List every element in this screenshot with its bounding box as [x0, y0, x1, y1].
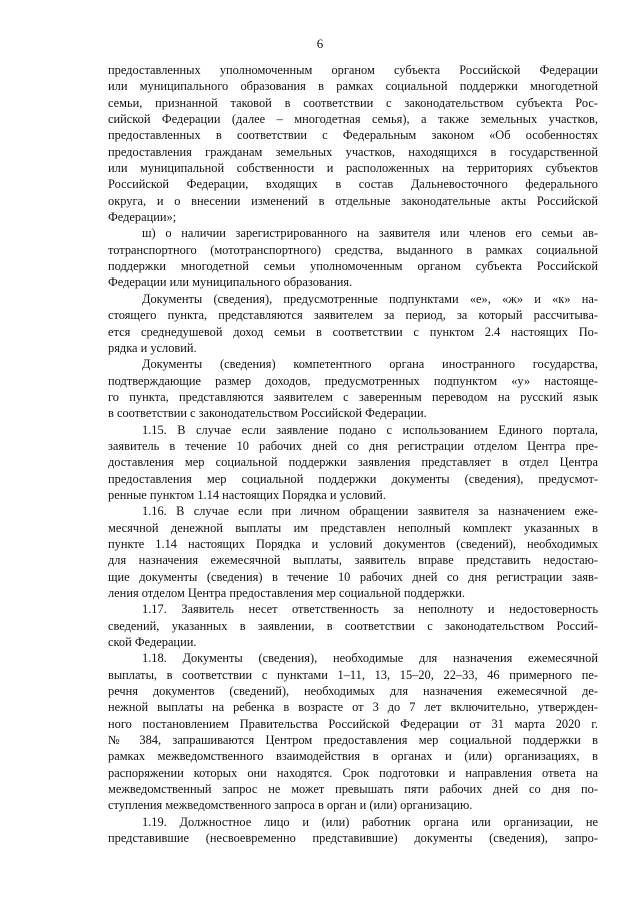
text-line: выплаты, в соответствии с пунктами 1–11, 13, 15–20, 22–33, 46 примерного пе- — [108, 667, 598, 682]
text-line: тотранспортного (мототранспортного) средства, выданного в рамках социальной — [108, 242, 598, 257]
text-line: предоставленных уполномоченным органом субъекта Российской Федерации — [108, 63, 598, 77]
text-line: предоставления гражданам земельных участков, находящихся в государственной — [108, 144, 598, 159]
text-line: межведомственный запрос не может превышать пяти рабочих дней со дня по- — [108, 782, 598, 797]
paragraph — [108, 291, 598, 356]
text-line: доставления мер социальной поддержки заявления представляет в отдел Центра — [108, 455, 598, 470]
text-line: ш) о наличии зарегистрированного на заявителя или членов его семьи ав- — [142, 226, 598, 241]
text-line: семьи, признанной таковой в соответствии с законодательством субъекта Рос- — [108, 95, 598, 110]
text-line: № 384, запрашиваются Центром предоставления мер социальной поддержки в — [108, 733, 598, 748]
text-line: распоряжении которых они находятся. Срок подготовки и направления ответа на — [108, 765, 598, 780]
page-number: 6 — [316, 36, 324, 51]
text-line: ской Федерации. — [108, 635, 197, 650]
text-line: ления отделом Центра предоставления мер социальной поддержки. — [108, 586, 465, 600]
text-line: предоставленных в соответствии с Федеральным законом «Об особенностях — [108, 128, 598, 143]
text-line: Федерации или муниципального образования. — [108, 275, 353, 290]
text-line: сийской Федерации (далее – многодетная семья), а также земельных участков, — [108, 112, 598, 127]
text-line: для назначения ежемесячной выплаты, заявитель вправе представить недостаю- — [108, 553, 598, 568]
paragraph — [108, 62, 598, 225]
text-line: го пункта, представляются заявителем с заверенным переводом на русский язык — [108, 389, 598, 404]
text-line: стоящего пункта, представляются заявителем за период, за который рассчитыва- — [108, 308, 598, 323]
text-line: представившие (несвоевременно представившие) документы (сведения), запро- — [108, 831, 598, 846]
text-line: пункте 1.14 настоящих Порядка и условий документов (сведений), необходимых — [108, 536, 598, 551]
text-line: месячной денежной выплаты им представлен неполный комплект указанных в — [108, 520, 598, 535]
paragraph — [108, 650, 598, 813]
paragraph — [108, 503, 598, 601]
text-line: Документы (сведения), предусмотренные подпунктами «е», «ж» и «к» на- — [142, 291, 598, 306]
paragraph — [108, 225, 598, 290]
text-line: 1.17. Заявитель несет ответственность за неполноту и недостоверность — [142, 602, 598, 617]
text-line: 1.15. В случае если заявление подано с использованием Единого портала, — [142, 422, 598, 437]
text-line: нежной выплаты на ребенка в возрасте от 3 до 7 лет включительно, утвержден- — [108, 700, 598, 715]
text-line: сведений, указанных в заявлении, в соответствии с законодательством Россий- — [108, 618, 598, 633]
text-line: 1.16. В случае если при личном обращении заявителя за назначением еже- — [142, 504, 598, 519]
text-line: рядка и условий. — [108, 340, 197, 355]
paragraph — [108, 601, 598, 650]
text-line: речня документов (сведений), необходимых для назначения ежемесячной де- — [108, 684, 598, 699]
text-line: ренные пунктом 1.14 настоящих Порядка и условий. — [108, 487, 386, 502]
text-line: поддержки многодетной семьи уполномоченным органом субъекта Российской — [108, 259, 598, 274]
text-line: или муниципального образования в рамках социальной поддержки многодетной — [108, 79, 598, 94]
text-line: ступления межведомственного запроса в орган и (или) организацию. — [108, 798, 473, 813]
text-line: предоставления мер социальной поддержки документы (сведения), предусмот- — [108, 471, 598, 486]
document-body — [108, 62, 598, 847]
text-line: подтверждающие размер доходов, предусмотренных подпунктом «у» настояще- — [108, 373, 598, 388]
text-line: 1.19. Должностное лицо и (или) работник органа или организации, не — [142, 814, 598, 829]
text-line: в соответствии с законодательством Российской Федерации. — [108, 406, 427, 421]
text-line: заявитель в течение 10 рабочих дней со дня регистрации отделом Центра пре- — [108, 438, 598, 453]
paragraph — [108, 814, 598, 847]
text-line: Федерации»; — [108, 210, 177, 225]
text-line: ного постановлением Правительства Российской Федерации от 31 марта 2020 г. — [108, 716, 598, 731]
text-line: или муниципальной собственности и расположенных на территориях субъектов — [108, 161, 598, 176]
text-line: Российской Федерации, входящих в состав Дальневосточного федерального — [108, 177, 598, 192]
text-line: щие документы (сведения) в течение 10 рабочих дней со дня регистрации заяв- — [108, 569, 598, 584]
text-line: ется среднедушевой доход семьи в соответствии с пунктом 2.4 настоящих По- — [108, 324, 598, 339]
text-line: 1.18. Документы (сведения), необходимые для назначения ежемесячной — [142, 651, 598, 666]
paragraph — [108, 356, 598, 421]
text-line: рамках межведомственного взаимодействия в органах и (или) организациях, в — [108, 749, 598, 764]
text-line: Документы (сведения) компетентного органа иностранного государства, — [142, 357, 598, 372]
paragraph — [108, 422, 598, 504]
text-line: округа, и о внесении изменений в отдельные законодательные акты Российской — [108, 193, 598, 208]
